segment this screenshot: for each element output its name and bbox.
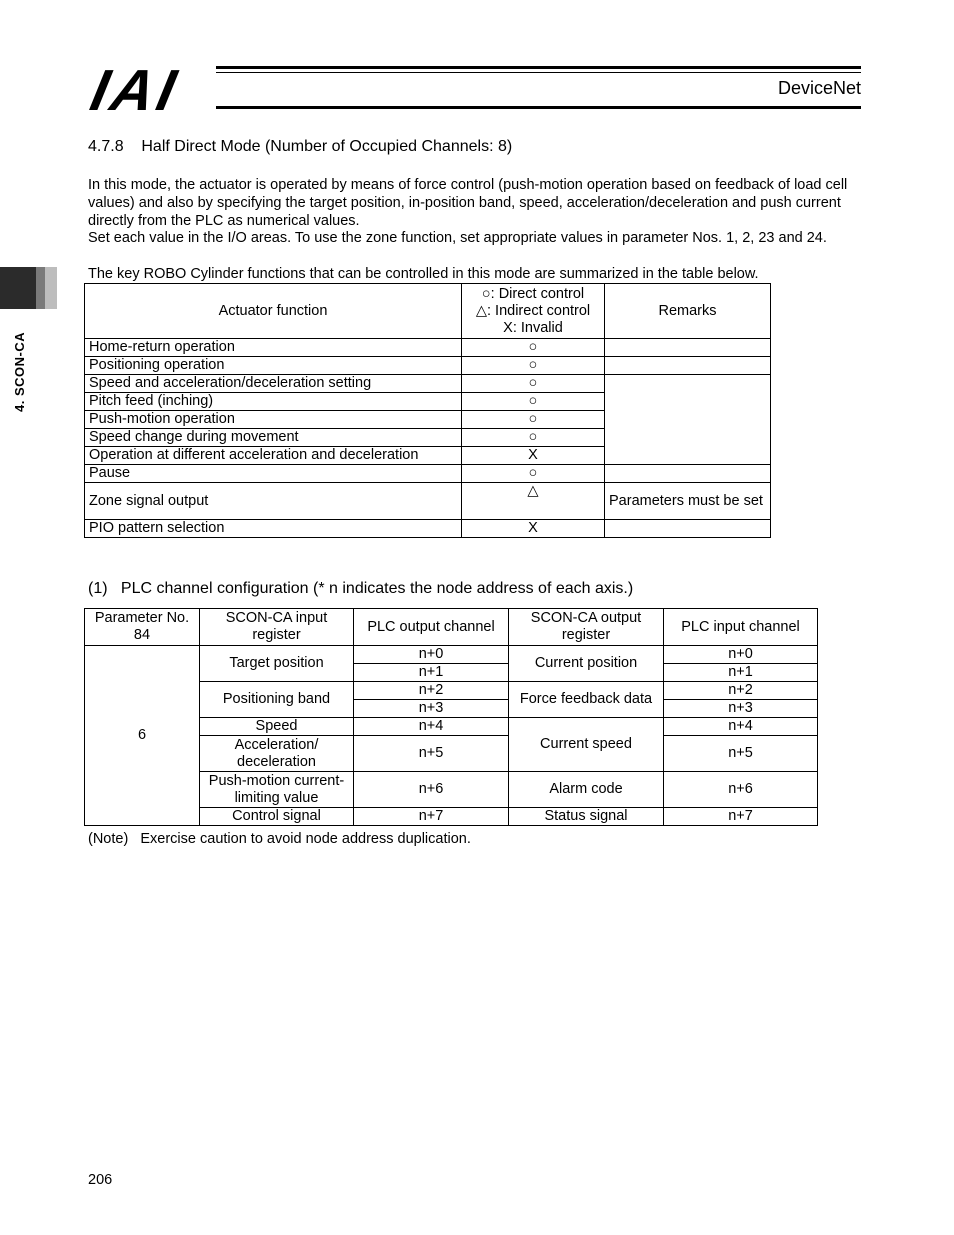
plc-output-cell: n+4	[354, 718, 509, 736]
plc-input-cell: n+3	[664, 700, 818, 718]
remarks-cell	[605, 465, 771, 483]
plc-config-title: (1) PLC channel configuration (* n indicates the node address of each axis.)	[88, 580, 634, 597]
table-header-row	[85, 609, 818, 646]
plc-output-cell: n+2	[354, 682, 509, 700]
table-row	[85, 357, 771, 375]
function-cell: Push-motion operation	[85, 411, 462, 429]
table-row	[85, 520, 771, 538]
output-register-cell: Status signal	[509, 808, 664, 826]
legend-invalid: X: Invalid	[503, 319, 563, 336]
plc-input-cell: n+1	[664, 664, 818, 682]
input-register-cell: Target position	[200, 646, 354, 682]
input-register-cell: Positioning band	[200, 682, 354, 718]
summary-paragraph: The key ROBO Cylinder functions that can be controlled in this mode are summarized in the table below.	[88, 266, 759, 282]
legend-indirect: △: Indirect control	[475, 302, 591, 319]
function-cell: Home-return operation	[85, 339, 462, 357]
function-cell: Pitch feed (inching)	[85, 393, 462, 411]
plc-input-cell: n+7	[664, 808, 818, 826]
header-function: Actuator function	[85, 284, 462, 339]
remarks-cell	[605, 357, 771, 375]
mark-cell: ○	[462, 411, 605, 429]
chapter-label: 4. SCON-CA	[12, 331, 27, 412]
header-plc-output: PLC output channel	[354, 609, 509, 646]
header-legend	[462, 284, 605, 339]
mark-cell: ○	[462, 339, 605, 357]
plc-channel-table	[84, 608, 818, 826]
mark-cell: ○	[462, 465, 605, 483]
header-rule-bottom	[216, 106, 861, 109]
input-register-cell: Push-motion current-limiting value	[200, 772, 354, 808]
output-register-cell: Force feedback data	[509, 682, 664, 718]
remarks-cell-merged	[605, 375, 771, 465]
function-cell: Zone signal output	[85, 483, 462, 520]
plc-input-cell: n+0	[664, 646, 818, 664]
mark-cell: X	[462, 520, 605, 538]
table-row	[85, 483, 771, 520]
function-cell: PIO pattern selection	[85, 520, 462, 538]
page-number: 206	[88, 1172, 113, 1188]
header-rule-top	[216, 66, 861, 69]
plc-output-cell: n+0	[354, 646, 509, 664]
mark-cell: ○	[462, 429, 605, 447]
function-cell: Operation at different acceleration and deceleration	[85, 447, 462, 465]
output-register-cell: Alarm code	[509, 772, 664, 808]
legend-direct: ○: Direct control	[481, 285, 585, 302]
header-remarks: Remarks	[605, 284, 771, 339]
plc-input-cell: n+6	[664, 772, 818, 808]
plc-input-cell: n+4	[664, 718, 818, 736]
remarks-cell	[605, 520, 771, 538]
header-plc-input: PLC input channel	[664, 609, 818, 646]
output-register-cell: Current position	[509, 646, 664, 682]
function-table	[84, 283, 771, 538]
output-register-cell: Current speed	[509, 718, 664, 772]
header-rule-thin	[216, 72, 861, 73]
table-row	[85, 375, 771, 393]
section-title: 4.7.8 Half Direct Mode (Number of Occupied Channels: 8)	[88, 138, 513, 155]
table-row	[85, 465, 771, 483]
plc-output-cell: n+3	[354, 700, 509, 718]
mark-cell: △	[462, 483, 605, 520]
note-text: (Note) Exercise caution to avoid node address duplication.	[88, 831, 471, 847]
mark-cell: ○	[462, 357, 605, 375]
table-row	[85, 646, 818, 664]
function-cell: Speed change during movement	[85, 429, 462, 447]
document-title: DeviceNet	[777, 78, 861, 98]
input-register-cell: Acceleration/ deceleration	[200, 736, 354, 772]
parameter-value-cell: 6	[85, 646, 200, 826]
plc-input-cell: n+5	[664, 736, 818, 772]
function-cell: Positioning operation	[85, 357, 462, 375]
chapter-tab-shade	[36, 267, 45, 309]
plc-output-cell: n+6	[354, 772, 509, 808]
plc-output-cell: n+5	[354, 736, 509, 772]
mark-cell: ○	[462, 375, 605, 393]
plc-input-cell: n+2	[664, 682, 818, 700]
table-header-row	[85, 284, 771, 339]
function-cell: Pause	[85, 465, 462, 483]
header-input-register: SCON-CA input register	[200, 609, 354, 646]
mark-cell: X	[462, 447, 605, 465]
iai-logo: IAI	[85, 58, 186, 123]
remarks-cell: Parameters must be set	[605, 483, 771, 520]
table-row	[85, 339, 771, 357]
intro-paragraph: In this mode, the actuator is operated by means of force control (push-motion operation based on feedback of load cell values) and also by specifying the target position, in-position band, speed, acceleration/deceleration and push current directly from the PLC as numerical values.	[88, 177, 848, 229]
mark-cell: ○	[462, 393, 605, 411]
chapter-tab-marker	[0, 267, 36, 309]
function-cell: Speed and acceleration/deceleration setting	[85, 375, 462, 393]
plc-output-cell: n+1	[354, 664, 509, 682]
chapter-tab-shade-light	[45, 267, 57, 309]
header-output-register: SCON-CA output register	[509, 609, 664, 646]
header-parameter: Parameter No. 84	[85, 609, 200, 646]
input-register-cell: Speed	[200, 718, 354, 736]
io-paragraph: Set each value in the I/O areas. To use the zone function, set appropriate values in parameter Nos. 1, 2, 23 and 24.	[88, 230, 827, 246]
plc-output-cell: n+7	[354, 808, 509, 826]
input-register-cell: Control signal	[200, 808, 354, 826]
remarks-cell	[605, 339, 771, 357]
